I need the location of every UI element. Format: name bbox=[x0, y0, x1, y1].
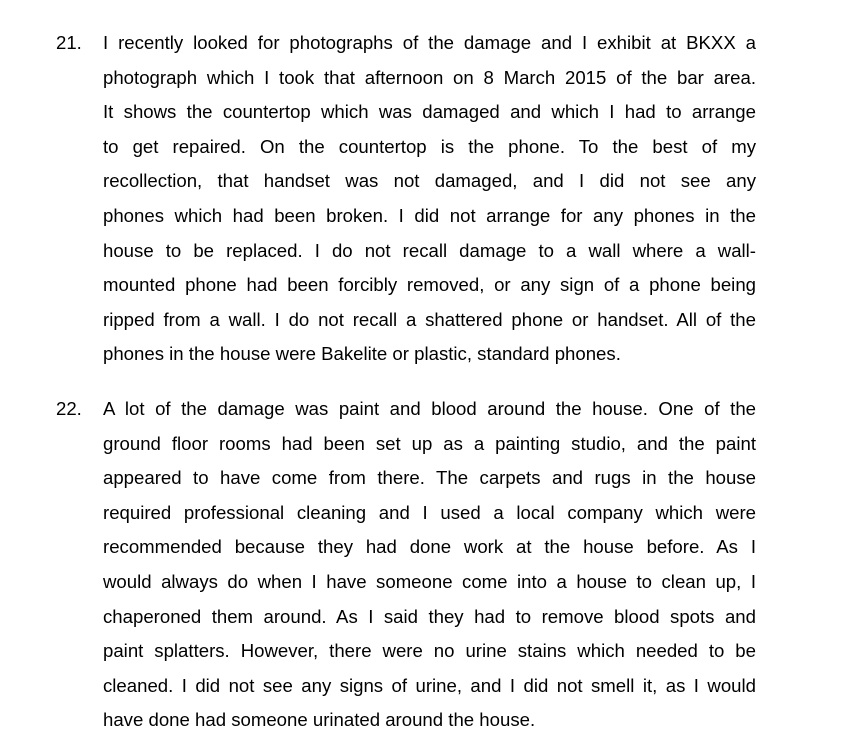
text-line: to get repaired. On the countertop is the phone. To the best of my bbox=[103, 135, 756, 157]
paragraph-text bbox=[103, 26, 756, 372]
paragraph-number: 22. bbox=[56, 398, 82, 419]
text-line: chaperoned them around. As I said they had to remove blood spots and bbox=[103, 605, 756, 627]
text-line: recommended because they had done work at the house before. As I bbox=[103, 536, 756, 558]
text-line: mounted phone had been forcibly removed, or any sign of a phone being bbox=[103, 274, 756, 296]
text-line: ripped from a wall. I do not recall a shattered phone or handset. All of the bbox=[103, 308, 756, 330]
text-line: phones which had been broken. I did not arrange for any phones in the bbox=[103, 204, 756, 226]
text-line: A lot of the damage was paint and blood around the house. One of the bbox=[103, 398, 756, 419]
text-line: phones in the house were Bakelite or plastic, standard phones. bbox=[103, 343, 621, 365]
paragraph-number: 21. bbox=[56, 32, 82, 53]
text-line: have done had someone urinated around the house. bbox=[103, 709, 536, 731]
text-line: ground floor rooms had been set up as a painting studio, and the paint bbox=[103, 432, 756, 454]
text-line: required professional cleaning and I used a local company which were bbox=[103, 501, 756, 523]
text-line: photograph which I took that afternoon on 8 March 2015 of the bar area. bbox=[103, 66, 756, 88]
text-line: It shows the countertop which was damaged and which I had to arrange bbox=[103, 101, 756, 123]
text-line: cleaned. I did not see any signs of urine, and I did not smell it, as I would bbox=[103, 674, 756, 696]
text-line: would always do when I have someone come into a house to clean up, I bbox=[103, 570, 756, 592]
text-line: paint splatters. However, there were no urine stains which needed to be bbox=[103, 640, 756, 662]
paragraph-text bbox=[103, 392, 756, 738]
text-line: house to be replaced. I do not recall damage to a wall where a wall- bbox=[103, 239, 756, 261]
text-line: recollection, that handset was not damaged, and I did not see any bbox=[103, 170, 756, 192]
text-line: appeared to have come from there. The carpets and rugs in the house bbox=[103, 467, 756, 489]
text-line: I recently looked for photographs of the damage and I exhibit at BKXX a bbox=[103, 32, 756, 53]
